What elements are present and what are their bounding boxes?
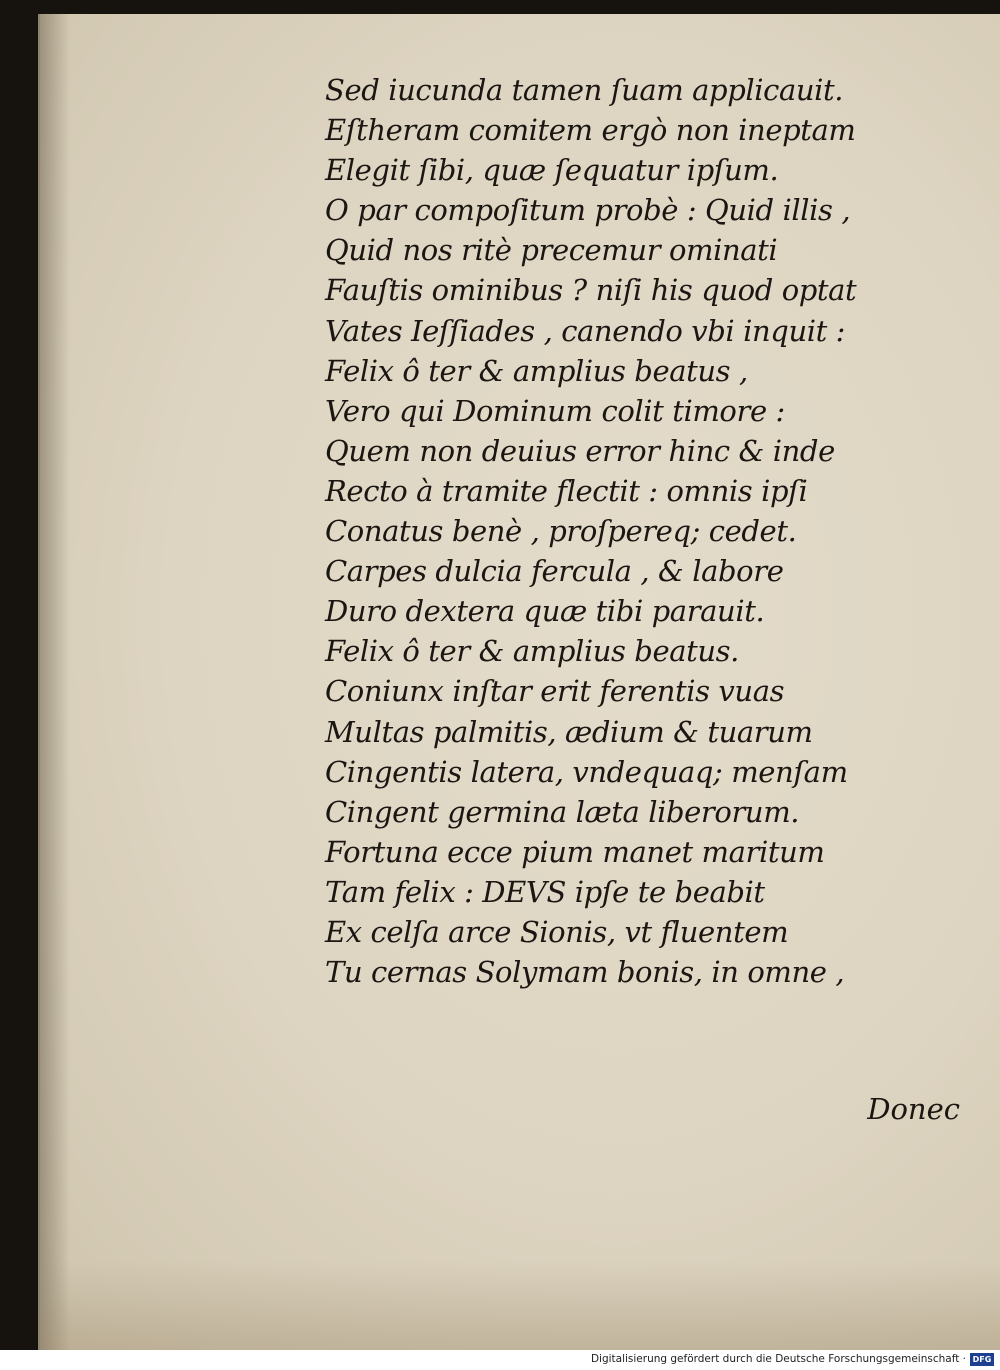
poem-line: Vero qui Dominum colit timore : xyxy=(325,393,785,428)
poem-line: Multas palmitis, ædium & tuarum xyxy=(325,714,813,749)
poem-line: Duro dextera quæ tibi parauit. xyxy=(325,594,765,629)
poem-line: Coniunx inſtar erit ferentis vuas xyxy=(325,674,785,709)
poem-line: Fortuna ecce pium manet maritum xyxy=(325,834,825,869)
poem-line: Quem non deuius error hinc & inde xyxy=(325,433,835,468)
poem-line: O par compoſitum probè : Quid illis , xyxy=(325,193,851,228)
poem-line: Fauſtis ominibus ? niſi his quod optat xyxy=(325,273,857,308)
poem-line: Quid nos ritè precemur ominati xyxy=(325,233,778,268)
catchword: Donec xyxy=(867,1092,960,1126)
footer-credit-text: Digitalisierung gefördert durch die Deutsche Forschungsgemeinschaft · xyxy=(590,1353,966,1365)
poem-line: Tam felix : DEVS ipſe te beabit xyxy=(325,874,765,909)
poem-line: Felix ô ter & amplius beatus , xyxy=(325,353,748,388)
poem-line: Cingentis latera, vndequaq; menſam xyxy=(325,754,848,789)
dfg-logo-icon: DFG xyxy=(970,1353,994,1366)
poem-line: Carpes dulcia fercula , & labore xyxy=(325,554,784,589)
poem-line: Recto à tramite flectit : omnis ipſi xyxy=(325,473,808,508)
poem-line: Vates Ieſſiades , canendo vbi inquit : xyxy=(325,313,846,348)
poem-line: Tu cernas Solymam bonis, in omne , xyxy=(325,955,845,990)
poem-text xyxy=(325,70,965,992)
poem-line: Felix ô ter & amplius beatus. xyxy=(325,634,739,669)
poem-line: Elegit ſibi, quæ ſequatur ipſum. xyxy=(325,153,779,188)
poem-line: Cingent germina læta liberorum. xyxy=(325,794,800,829)
poem-line: Ex celſa arce Sionis, vt fluentem xyxy=(325,914,789,949)
digitization-footer xyxy=(0,1350,1000,1370)
poem-line: Sed iucunda tamen ſuam applicauit. xyxy=(325,73,844,107)
poem-line: Eſtheram comitem ergò non ineptam xyxy=(325,113,856,148)
poem-line: Conatus benè , proſpereq; cedet. xyxy=(325,514,797,549)
